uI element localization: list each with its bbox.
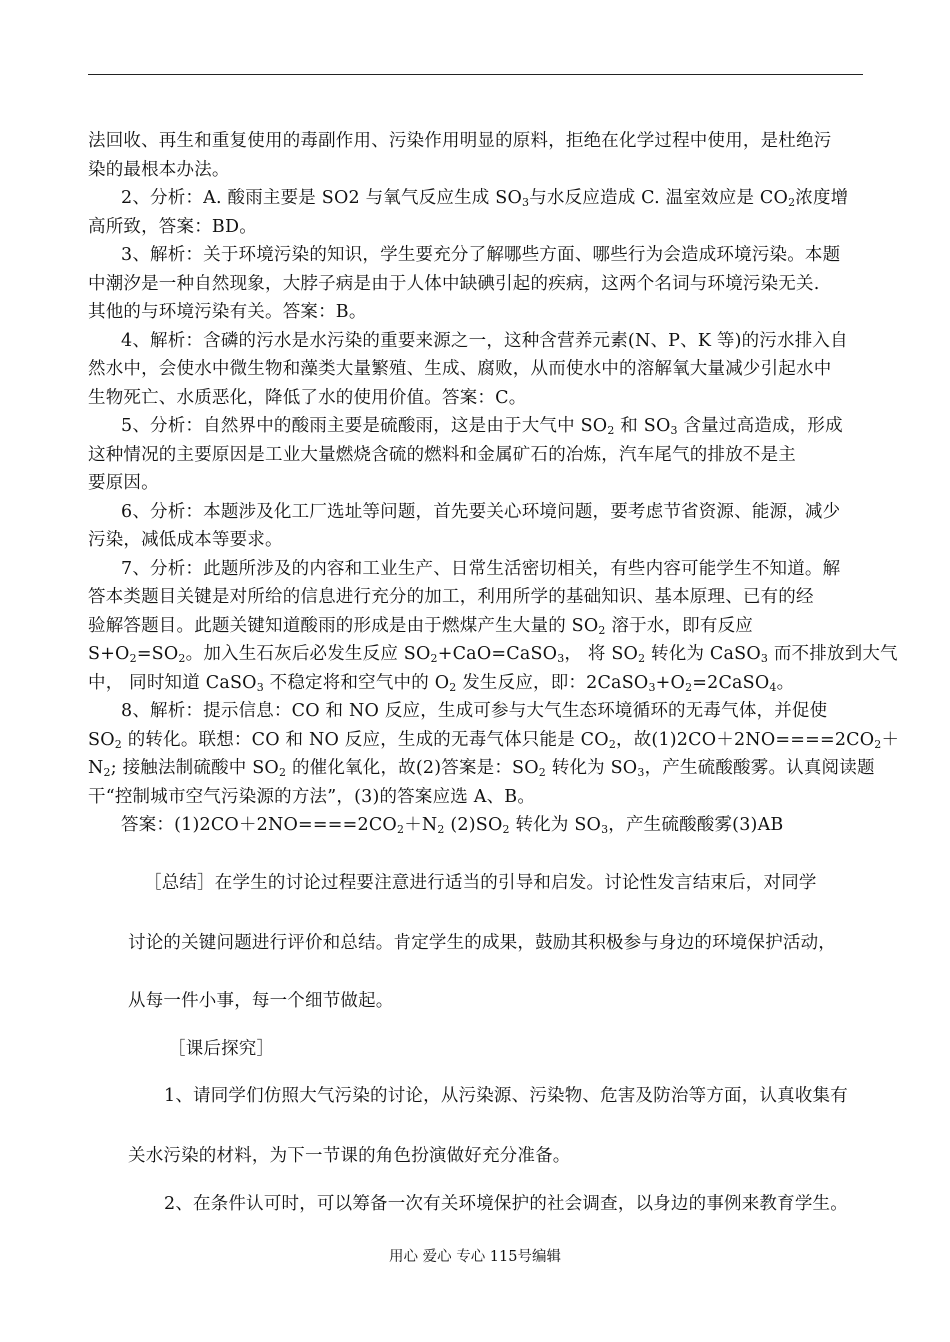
text-line: 8、解析：提示信息：CO 和 NO 反应，生成可参与大气生态环境循环的无毒气体，并促使	[121, 701, 828, 721]
text-line: $S+O_2=SO_2$。加入生石灰后必发生反应 $SO_2+CaO=CaSO_3$， 将 $SO_2$ 转化为 CaSO$_3$ 而不排放到大气	[88, 644, 898, 665]
text-line: 6、分析：本题涉及化工厂选址等问题，首先要关心环境问题，要考虑节省资源、能源，减少	[121, 501, 841, 522]
text-line: 然水中，会使水中微生物和藻类大量繁殖、生成、腐败，从而使水中的溶解氧大量减少引起水中	[88, 359, 832, 379]
text-line: 其他的与环境污染有关。答案：B。	[88, 302, 367, 322]
text-line: 要原因。	[88, 473, 159, 493]
text-line: 2、分析：A. 酸雨主要是 SO2 与氧气反应生成 $SO_3$与水反应造成 C. 温室效应是 $CO_2$浓度增	[121, 188, 849, 209]
text-line: 干“控制城市空气污染源的方法”，(3)的答案应选 A、B。	[88, 786, 536, 807]
text-line: 高所致，答案：BD。	[88, 216, 257, 237]
text-line: $SO_2$ 的转化。联想：CO 和 NO 反应，生成的无毒气体只能是 $CO_2$，故$(1)2CO+2NO====2CO_2+$	[88, 729, 900, 751]
text-line: 3、解析：关于环境污染的知识，学生要充分了解哪些方面、哪些行为会造成环境污染。本题	[121, 245, 841, 265]
answer-line: 答案：$(1)2CO+2NO====2CO_2+N_2$ $(2)SO_2$ 转化为 $SO_3$，产生硫酸酸雾(3)AB	[121, 815, 784, 836]
explore-heading: ［课后探究］	[168, 1039, 275, 1059]
text-line: 生物死亡、水质恶化，降低了水的使用价值。答案：C。	[88, 387, 527, 408]
text-line: 法回收、再生和重复使用的毒副作用、污染作用明显的原料，拒绝在化学过程中使用，是杜绝污	[88, 131, 832, 151]
text-line: 验解答题目。此题关键知道酸雨的形成是由于燃煤产生大量的 $SO_2$ 溶于水，即有反应	[88, 615, 753, 637]
text-line: 染的最根本办法。	[88, 159, 230, 180]
page-footer: 用心 爱心 专心 115号编辑	[388, 1249, 561, 1265]
explore-item: 1、请同学们仿照大气污染的讨论，从污染源、污染物、危害及防治等方面，认真收集有	[164, 1086, 848, 1106]
text-line: $N_2$; 接触法制硫酸中 $SO_2$ 的催化氧化，故(2)答案是：$SO_2$ 转化为 $SO_3$，产生硫酸酸雾。认真阅读题	[88, 758, 875, 779]
summary-line: 从每一件小事，每一个细节做起。	[128, 991, 394, 1011]
text-line: 中， 同时知道 CaSO$_3$ 不稳定将和空气中的 $O_2$ 发生反应，即：$2CaSO_3+O_2=2CaSO_4$。	[88, 672, 795, 694]
explore-item: 关水污染的材料，为下一节课的角色扮演做好充分准备。	[128, 1146, 571, 1166]
header-rule	[88, 74, 863, 75]
text-line: 答本类题目关键是对所给的信息进行充分的加工，利用所学的基础知识、基本原理、已有的经	[88, 587, 814, 607]
summary-line: 讨论的关键问题进行评价和总结。肯定学生的成果，鼓励其积极参与身边的环境保护活动，	[128, 933, 836, 953]
text-line: 污染，减低成本等要求。	[88, 530, 283, 550]
explore-item: 2、在条件认可时，可以筹备一次有关环境保护的社会调查，以身边的事例来教育学生。	[164, 1194, 848, 1214]
text-line: 4、解析：含磷的污水是水污染的重要来源之一，这种含营养元素(N、P、K 等)的污水排入自	[121, 330, 848, 351]
text-line: 这种情况的主要原因是工业大量燃烧含硫的燃料和金属矿石的冶炼，汽车尾气的排放不是主	[88, 444, 796, 465]
answer-explanations	[88, 127, 900, 840]
text-line: 5、分析：自然界中的酸雨主要是硫酸雨，这是由于大气中 $SO_2$ 和 $SO_3$ 含量过高造成，形成	[121, 416, 843, 437]
summary-line: ［总结］在学生的讨论过程要注意进行适当的引导和启发。讨论性发言结束后，对同学	[144, 873, 817, 893]
text-line: 7、分析：此题所涉及的内容和工业生产、日常生活密切相关，有些内容可能学生不知道。解	[121, 558, 841, 579]
text-line: 中潮汐是一种自然现象，大脖子病是由于人体中缺碘引起的疾病，这两个名词与环境污染无关.	[88, 273, 820, 294]
